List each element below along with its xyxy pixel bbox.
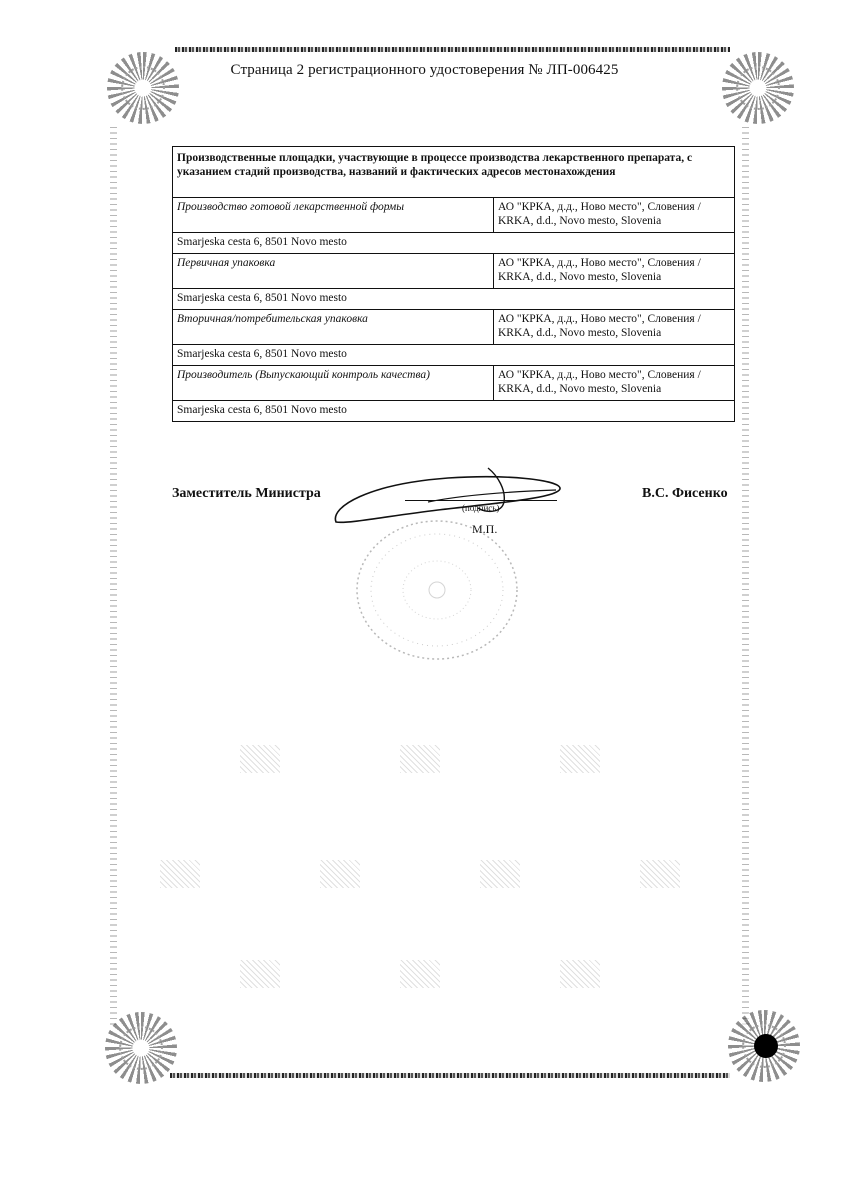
site-address-cell: Smarjeska cesta 6, 8501 Novo mesto	[173, 289, 735, 310]
table-row	[173, 254, 735, 289]
site-address-cell: Smarjeska cesta 6, 8501 Novo mesto	[173, 345, 735, 366]
background-pattern-mark	[400, 745, 440, 773]
table-row	[173, 233, 735, 254]
background-pattern-mark	[240, 745, 280, 773]
production-stage-cell: Вторичная/потребительская упаковка	[173, 310, 494, 345]
signatory-position: Заместитель Министра	[172, 486, 321, 501]
manufacturer-cell	[494, 198, 735, 233]
stamp-label: М.П.	[472, 522, 498, 536]
background-pattern-mark	[480, 860, 520, 888]
manufacturer-cell	[494, 310, 735, 345]
production-stage-cell: Производитель (Выпускающий контроль качества)	[173, 366, 494, 401]
frame-top-border	[175, 47, 730, 52]
table-row	[173, 310, 735, 345]
signature-caption: (подпись)	[462, 503, 500, 513]
manufacturer-name-ru: АО "КРКА, д.д., Ново место", Словения /	[498, 257, 701, 269]
table-heading: Производственные площадки, участвующие в процессе производства лекарственного препарата, с указанием стадий производства, названий и фактических адресов местонахождения	[173, 147, 735, 198]
site-address-cell: Smarjeska cesta 6, 8501 Novo mesto	[173, 233, 735, 254]
table-row	[173, 401, 735, 422]
manufacturer-name-ru: АО "КРКА, д.д., Ново место", Словения /	[498, 369, 701, 381]
ornament-corner-icon	[105, 1012, 177, 1084]
background-pattern-mark	[560, 745, 600, 773]
manufacturer-cell	[494, 254, 735, 289]
table-row	[173, 366, 735, 401]
site-address-cell: Smarjeska cesta 6, 8501 Novo mesto	[173, 401, 735, 422]
ornament-dot-icon	[754, 1034, 778, 1058]
background-pattern-mark	[400, 960, 440, 988]
manufacturer-cell	[494, 366, 735, 401]
manufacturer-name-ru: АО "КРКА, д.д., Ново место", Словения /	[498, 201, 701, 213]
manufacturer-name-en: KRKA, d.d., Novo mesto, Slovenia	[498, 271, 662, 283]
table-row	[173, 345, 735, 366]
background-pattern-mark	[560, 960, 600, 988]
background-pattern-mark	[320, 860, 360, 888]
production-stage-cell: Первичная упаковка	[173, 254, 494, 289]
production-stage-cell: Производство готовой лекарственной формы	[173, 198, 494, 233]
frame-right-border	[742, 125, 749, 1025]
production-sites-table	[172, 146, 735, 422]
background-pattern-mark	[160, 860, 200, 888]
frame-bottom-border	[170, 1073, 730, 1078]
manufacturer-name-en: KRKA, d.d., Novo mesto, Slovenia	[498, 215, 662, 227]
handwritten-signature-icon	[328, 462, 578, 534]
frame-left-border	[110, 125, 117, 1025]
manufacturer-name-en: KRKA, d.d., Novo mesto, Slovenia	[498, 327, 662, 339]
table-row	[173, 198, 735, 233]
signer-name: В.С. Фисенко	[642, 486, 728, 501]
table-row	[173, 289, 735, 310]
background-pattern-mark	[240, 960, 280, 988]
table-header-row	[173, 147, 735, 198]
manufacturer-name-en: KRKA, d.d., Novo mesto, Slovenia	[498, 383, 662, 395]
background-pattern-mark	[640, 860, 680, 888]
official-seal-icon	[353, 517, 521, 663]
page-title: Страница 2 регистрационного удостоверения № ЛП-006425	[230, 62, 619, 78]
manufacturer-name-ru: АО "КРКА, д.д., Ново место", Словения /	[498, 313, 701, 325]
